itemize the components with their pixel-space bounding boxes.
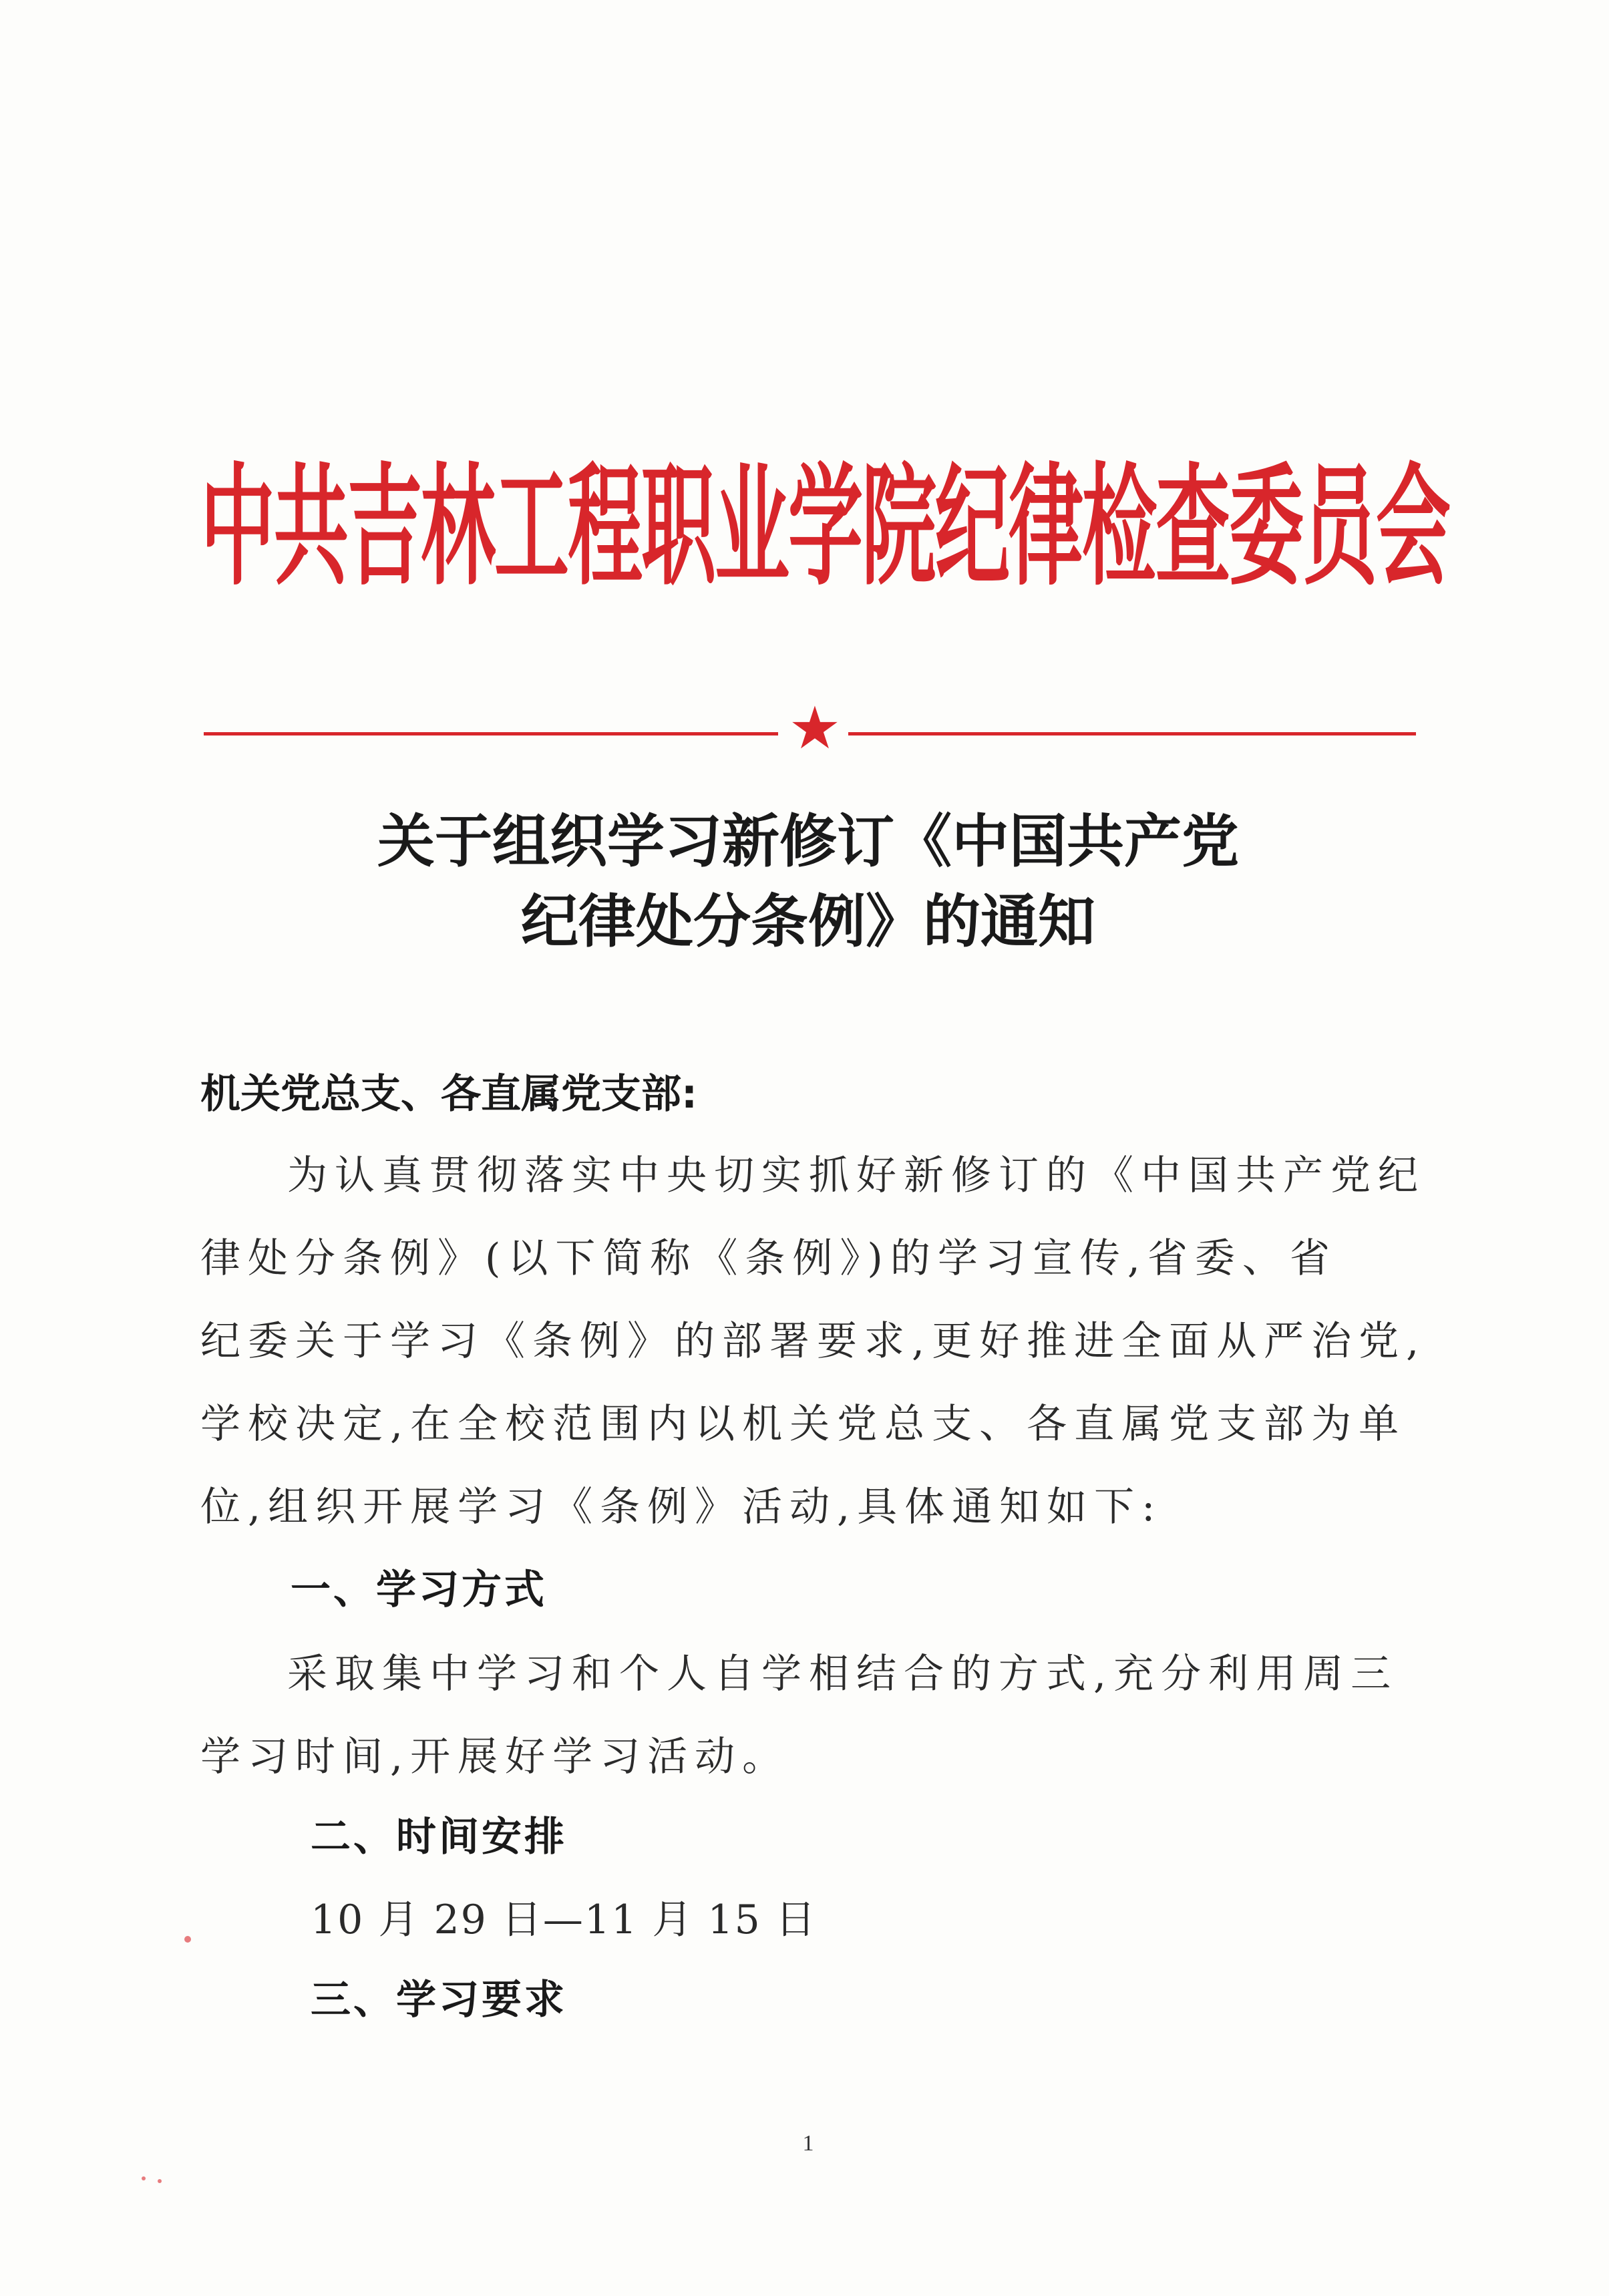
intro-line-1: 为认真贯彻落实中央切实抓好新修订的《中国共产党纪 xyxy=(287,1152,1425,1199)
red-star-icon: ★ xyxy=(788,693,842,762)
section-heading-schedule: 二、时间安排 xyxy=(311,1814,567,1860)
scan-speck xyxy=(142,2176,146,2180)
section-1-line-2: 学习时间,开展好学习活动。 xyxy=(200,1734,790,1780)
organization-header: 中共吉林工程职业学院纪律检查委员会 xyxy=(200,452,1449,604)
section-heading-requirements: 三、学习要求 xyxy=(311,1977,567,2023)
scan-speck xyxy=(158,2179,162,2183)
document-title-line-1: 关于组织学习新修订《中国共产党 xyxy=(377,808,1239,875)
salutation: 机关党总支、各直属党支部: xyxy=(200,1071,697,1118)
scan-speck xyxy=(184,1936,191,1943)
section-1-line-1: 采取集中学习和个人自学相结合的方式,充分利用周三 xyxy=(287,1651,1399,1697)
section-2-line-1: 10 月 29 日—11 月 15 日 xyxy=(311,1897,817,1943)
intro-line-3: 纪委关于学习《条例》的部署要求,更好推进全面从严治党, xyxy=(200,1318,1427,1365)
header-divider-right xyxy=(848,732,1416,735)
document-title-line-2: 纪律处分条例》的通知 xyxy=(521,888,1095,955)
intro-line-2: 律处分条例》(以下简称《条例》)的学习宣传,省委、省 xyxy=(200,1235,1337,1282)
page-number: 1 xyxy=(802,2131,814,2156)
intro-line-4: 学校决定,在全校范围内以机关党总支、各直属党支部为单 xyxy=(200,1401,1407,1448)
header-divider-left xyxy=(204,732,778,735)
section-heading-study-method: 一、学习方式 xyxy=(291,1567,547,1613)
intro-line-5: 位,组织开展学习《条例》活动,具体通知如下: xyxy=(200,1484,1163,1530)
